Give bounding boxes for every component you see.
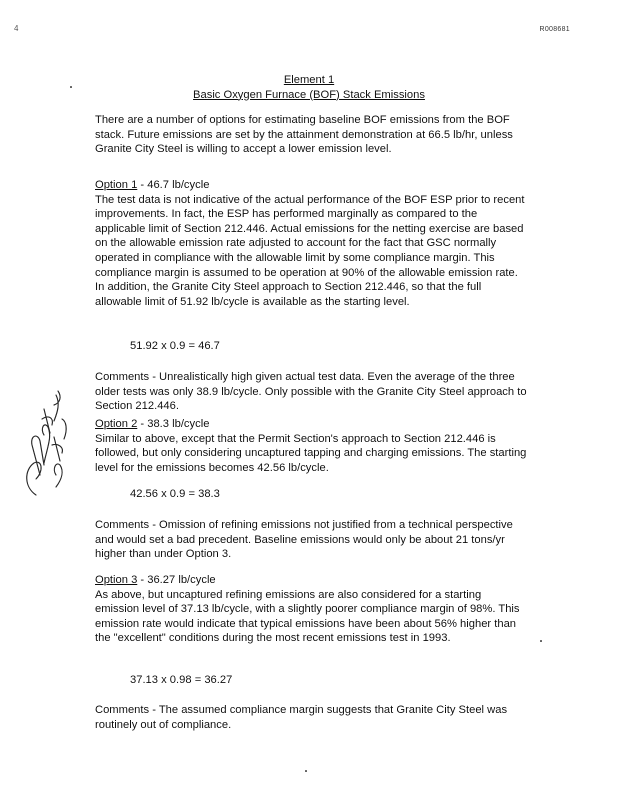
scan-speck: [305, 770, 307, 772]
option3-equation: 37.13 x 0.98 = 36.27: [130, 674, 233, 686]
option2-comments: Comments - Omission of refining emissions not justified from a technical perspective and would set a bad precedent. Baseline emissions would only be about 21 tons/yr higher than under Option 3.: [95, 519, 513, 561]
option1-heading-line: [95, 178, 527, 193]
title-subject: Basic Oxygen Furnace (BOF) Stack Emissions: [193, 88, 425, 101]
option3-section: [95, 573, 527, 646]
option2-heading: Option 2: [95, 418, 138, 430]
option1-heading: Option 1: [95, 179, 138, 191]
scan-speck: [70, 86, 72, 88]
option1-section: [95, 178, 527, 309]
option3-heading: Option 3: [95, 574, 138, 586]
option1-comments: Comments - Unrealistically high given actual test data. Even the average of the three older tests was only 38.9 lb/cycle. Only possible with the Granite City Steel approach to Section 212.446.: [95, 371, 527, 413]
option2-value: - 38.3 lb/cycle: [137, 418, 210, 430]
page-id: R008681: [539, 26, 570, 33]
option2-heading-line: [95, 417, 527, 432]
option2-section: [95, 417, 527, 475]
option2-body: Similar to above, except that the Permit Section's approach to Section 212.446 is followed, but only considering uncaptured tapping and charging emissions. The starting level for the emissions becomes 42.56 lb/cycle.: [95, 432, 527, 474]
handwritten-note: [14, 375, 74, 505]
corner-mark: 4: [14, 24, 19, 33]
intro-paragraph: There are a number of options for estimating baseline BOF emissions from the BOF stack. Future emissions are set by the attainment demonstration at 66.5 lb/hr, unless Granite City Steel is willing to accept a lower emission level.: [95, 114, 513, 156]
option1-value: - 46.7 lb/cycle: [137, 179, 210, 191]
scan-speck: [540, 640, 542, 642]
option3-body: As above, but uncaptured refining emissions are also considered for a starting emission level of 37.13 lb/cycle, with a slightly poorer compliance margin of 98%. This emission rate would indicate that typical emissions have been about 56% higher than the "excellent" conditions during the most recent emissions test in 1993.: [95, 588, 520, 645]
option3-value: - 36.27 lb/cycle: [137, 574, 216, 586]
option1-equation: 51.92 x 0.9 = 46.7: [130, 340, 220, 352]
option2-equation: 42.56 x 0.9 = 38.3: [130, 488, 220, 500]
title-block: [0, 73, 618, 102]
option3-heading-line: [95, 573, 527, 588]
option1-body: The test data is not indicative of the actual performance of the BOF ESP prior to recent improvements. In fact, the ESP has performed marginally as compared to the applicable limit of Section 212.446. Actual emissions for the netting exercise are based on the allowable emission rate adjusted to account for the fact that GSC normally operated in compliance with the allowable limit by some compliance margin. This compliance margin is assumed to be operation at 90% of the allowable emission rate. In addition, the Granite City Steel approach to Section 212.446, so that the full allowable limit of 51.92 lb/cycle is available as the starting level.: [95, 193, 525, 308]
title-element: Element 1: [283, 74, 335, 86]
option3-comments: Comments - The assumed compliance margin suggests that Granite City Steel was routinely out of compliance.: [95, 704, 508, 731]
